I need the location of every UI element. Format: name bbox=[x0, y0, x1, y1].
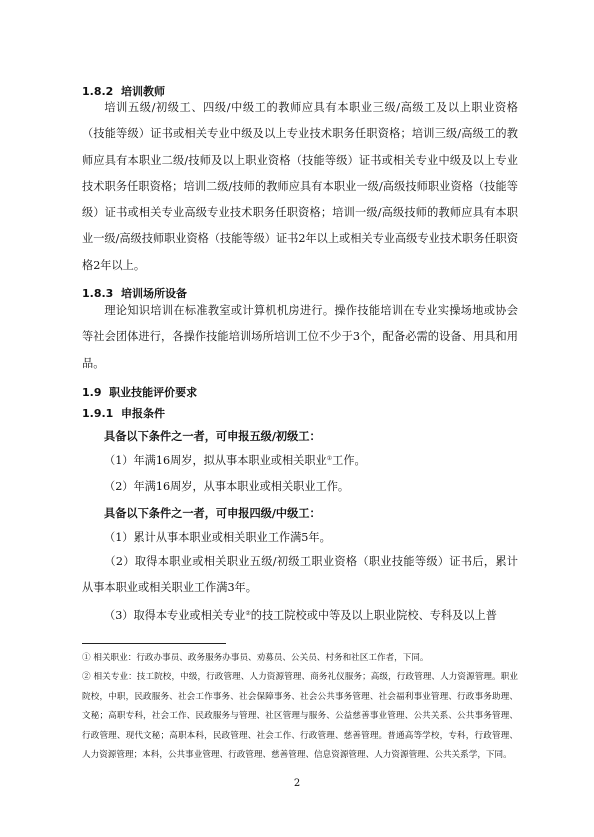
level5-eligibility-heading: 具备以下条件之一者，可申报五级/初级工： bbox=[104, 429, 321, 443]
footnote-text: 相关职业：行政办事员、政务服务办事员、劝募员、公关员、村务和社区工作者，下同。 bbox=[93, 653, 429, 663]
section-number: 1.9.1 bbox=[82, 407, 114, 420]
level4-item-3-text: （3）取得本专业或相关专业 bbox=[104, 609, 246, 622]
section-title: 职业技能评价要求 bbox=[109, 386, 198, 399]
section-number: 1.8.2 bbox=[82, 85, 114, 98]
heading-1-9-1 bbox=[82, 406, 165, 422]
section-number: 1.9 bbox=[82, 386, 102, 399]
footnote-ref-1: ① bbox=[326, 455, 333, 462]
footnote-text: 相关专业：技工院校，中级，行政管理、人力资源管理、商务礼仪服务；高级，行政管理、人力资源管理。职业院校，中职，民政服务、社会工作事务、社会保障事务、社会公共事务管理、社会福利事业管理、行政事务助理、文秘；高职专科，社会工作、民政服务与管理、社区管理与服务、公益慈善事业管理、公共关系、公共事务管理、行政管理、现代文秘；高职本科，民政管理、社会工作、行政管理、慈善管理。普通高等学校，专科，行政管理、人力资源管理；本科，公共事业管理、行政管理、慈善管理、信息资源管理、人力资源管理、公共关系学，下同。 bbox=[82, 672, 518, 761]
level5-item-1-tail: 工作。 bbox=[332, 454, 366, 467]
footnote-2 bbox=[82, 668, 518, 766]
level4-eligibility-heading: 具备以下条件之一者，可申报四级/中级工： bbox=[104, 506, 321, 520]
paragraph-training-facilities: 理论知识培训在标准教室或计算机机房进行。操作技能培训在专业实操场地或协会等社会团体进行，各操作技能培训场所培训工位不少于3个，配备必需的设备、用具和用品。 bbox=[82, 304, 518, 370]
level4-item-3 bbox=[104, 608, 497, 624]
level5-item-2: （2）年满16周岁，从事本职业或相关职业工作。 bbox=[104, 480, 350, 493]
level5-item-1-text: （1）年满16周岁，拟从事本职业或相关职业 bbox=[104, 454, 327, 467]
level4-item-3-tail: 的技工院校或中等及以上职业院校、专科及以上普 bbox=[250, 609, 497, 622]
footnote-mark: ② bbox=[82, 672, 91, 682]
footnote-1 bbox=[82, 649, 518, 669]
section-title: 申报条件 bbox=[121, 407, 165, 420]
section-title: 培训教师 bbox=[121, 85, 165, 98]
section-number: 1.8.3 bbox=[82, 287, 114, 300]
level4-item-1: （1）累计从事本职业或相关职业工作满5年。 bbox=[104, 531, 331, 544]
footnote-ref-2: ② bbox=[245, 610, 251, 617]
heading-1-9 bbox=[82, 385, 197, 401]
section-title: 培训场所设备 bbox=[121, 287, 187, 300]
level4-item-2: （2）取得本职业或相关职业五级/初级工职业资格（职业技能等级）证书后，累计从事本职业或相关职业工作满3年。 bbox=[82, 555, 518, 595]
level5-item-1 bbox=[104, 453, 366, 469]
footnote-divider bbox=[82, 643, 226, 644]
page-number: 2 bbox=[293, 778, 301, 789]
paragraph-training-teachers: 培训五级/初级工、四级/中级工的教师应具有本职业三级/高级工及以上职业资格（技能等级）证书或相关专业中级及以上专业技术职务任职资格；培训三级/高级工的教师应具有本职业二级/技师及以上职业资格（技能等级）证书或相关专业中级及以上专业技术职务任职资格；培训二级/技师的教师应具有本职业一级/高级技师职业资格（技能等级）证书或相关专业高级专业技术职务任职资格；培训一级/高级技师的教师应具有本职业一级/高级技师职业资格（技能等级）证书2年以上或相关专业高级专业技术职务任职资格2年以上。 bbox=[82, 101, 519, 272]
footnote-mark: ① bbox=[82, 653, 91, 663]
